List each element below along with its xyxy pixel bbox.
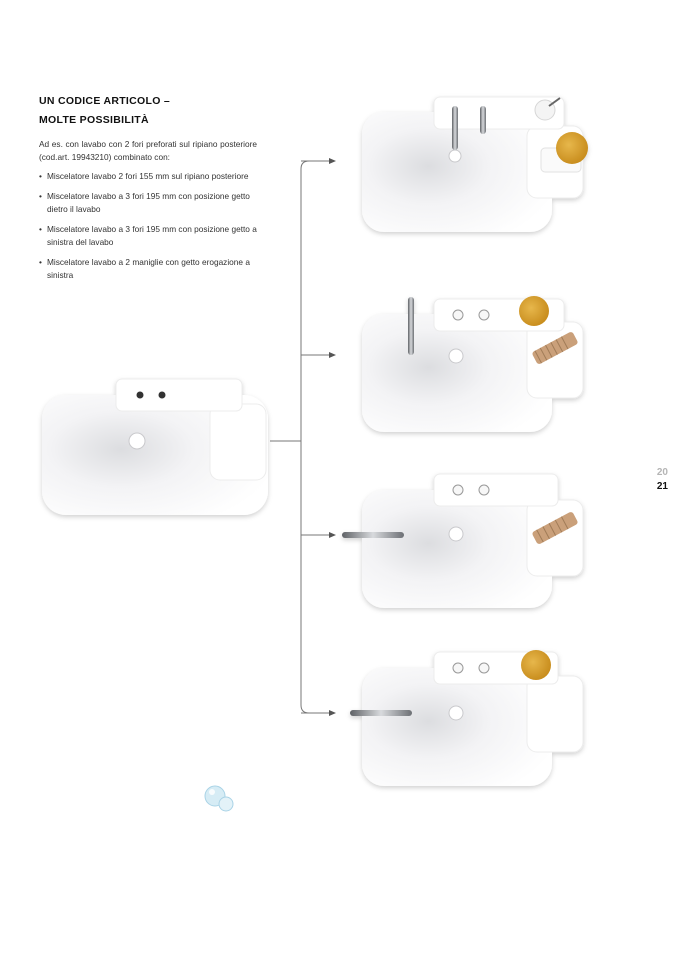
sponge-icon: [556, 132, 588, 164]
variant-2-mixer-spout-behind: [362, 296, 583, 432]
option-item-2: • Miscelatore lavabo a 3 fori 195 mm con posizione getto dietro il lavabo: [39, 190, 257, 216]
option-item-1: • Miscelatore lavabo 2 fori 155 mm sul ripiano posteriore: [39, 170, 257, 183]
option-item-3: • Miscelatore lavabo a 3 fori 195 mm con posizione getto a sinistra del lavabo: [39, 223, 257, 249]
arrow-heads: [329, 158, 336, 716]
sponge-icon: [521, 650, 551, 680]
page-number-previous: 20: [656, 467, 668, 478]
variant-1-deck-mixer-2-holes: [362, 97, 588, 232]
variant-4-two-handle-spout-left: [350, 650, 583, 786]
page-numbers: [640, 466, 668, 494]
sponge-icon: [519, 296, 549, 326]
heading-line-1: UN CODICE ARTICOLO –: [39, 95, 171, 107]
heading-line-2: MOLTE POSSIBILITÀ: [39, 114, 149, 126]
page-number-current: 21: [656, 481, 668, 492]
variant-3-mixer-spout-left: [342, 474, 583, 608]
connector-lines: [270, 161, 331, 713]
option-item-4: • Miscelatore lavabo a 2 maniglie con getto erogazione a sinistra: [39, 256, 257, 282]
base-basin-with-2-holes: [42, 379, 268, 515]
intro-paragraph: Ad es. con lavabo con 2 fori preforati sul ripiano posteriore (cod.art. 19943210) combinato con:: [39, 139, 257, 162]
soap-bubble-icon: [205, 786, 233, 811]
